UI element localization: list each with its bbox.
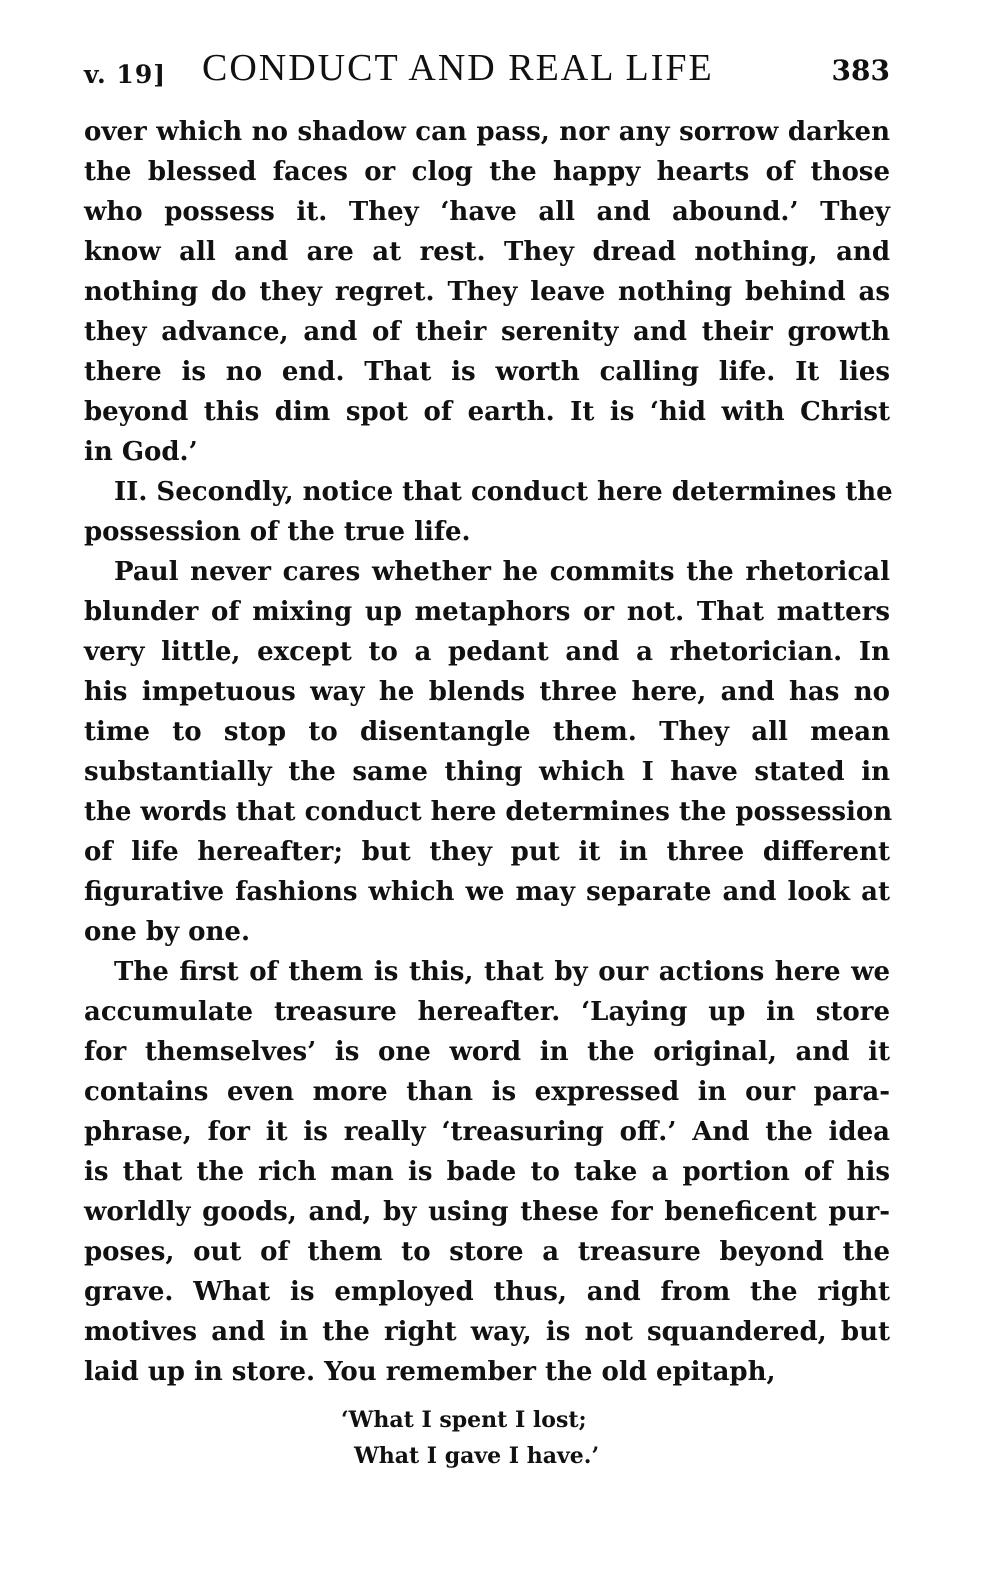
text-line: in God.’ bbox=[84, 437, 198, 467]
running-header bbox=[84, 46, 890, 96]
text-line: contains even more than is expressed in our para- bbox=[84, 1077, 890, 1107]
text-line: they advance, and of their serenity and their growth bbox=[84, 317, 890, 347]
text-line: worldly goods, and, by using these for beneficent pur- bbox=[84, 1197, 890, 1227]
text-line: who possess it. They ‘have all and abound.’ They bbox=[84, 197, 890, 227]
body-text bbox=[84, 112, 893, 1392]
text-line: one by one. bbox=[84, 917, 251, 947]
text-line: The first of them is this, that by our actions here we bbox=[114, 957, 890, 987]
paragraph-metaphors bbox=[84, 552, 893, 952]
paragraph-treasure bbox=[84, 952, 890, 1392]
paragraph-section-two bbox=[84, 472, 893, 552]
text-line: grave. What is employed thus, and from the right bbox=[84, 1277, 890, 1307]
text-line: the blessed faces or clog the happy hearts of those bbox=[84, 157, 890, 187]
text-line: blunder of mixing up metaphors or not. That matters bbox=[84, 597, 890, 627]
text-line: for themselves’ is one word in the original, and it bbox=[84, 1037, 890, 1067]
text-line: nothing do they regret. They leave nothing behind as bbox=[84, 277, 890, 307]
text-line: phrase, for it is really ‘treasuring off.’ And the idea bbox=[84, 1117, 890, 1147]
text-line: beyond this dim spot of earth. It is ‘hid with Christ bbox=[84, 397, 890, 427]
text-line: accumulate treasure hereafter. ‘Laying up in store bbox=[84, 997, 890, 1027]
paragraph-continuation bbox=[84, 112, 890, 472]
text-line: motives and in the right way, is not squandered, but bbox=[84, 1317, 890, 1347]
text-line: very little, except to a pedant and a rhetorician. In bbox=[84, 637, 890, 667]
text-line: over which no shadow can pass, nor any sorrow darken bbox=[84, 117, 890, 147]
book-page bbox=[84, 0, 893, 1591]
verse-reference: v. 19] bbox=[84, 60, 167, 89]
text-line: substantially the same thing which I have stated in bbox=[84, 757, 890, 787]
text-line: possession of the true life. bbox=[84, 517, 471, 547]
text-line: his impetuous way he blends three here, and has no bbox=[84, 677, 890, 707]
text-line: is that the rich man is bade to take a portion of his bbox=[84, 1157, 890, 1187]
text-line: figurative fashions which we may separate and look at bbox=[84, 877, 890, 907]
text-line: the words that conduct here determines the possession bbox=[84, 797, 893, 827]
text-line: Paul never cares whether he commits the rhetorical bbox=[114, 557, 890, 587]
page-number: 383 bbox=[831, 54, 890, 87]
quote-line: What I gave I have.’ bbox=[354, 1443, 600, 1469]
running-title: CONDUCT AND REAL LIFE bbox=[202, 47, 714, 89]
text-line: laid up in store. You remember the old epitaph, bbox=[84, 1357, 776, 1387]
text-line: time to stop to disentangle them. They all mean bbox=[84, 717, 890, 747]
text-line: II. Secondly, notice that conduct here determines the bbox=[114, 477, 893, 507]
text-line: there is no end. That is worth calling life. It lies bbox=[84, 357, 890, 387]
text-line: poses, out of them to store a treasure beyond the bbox=[84, 1237, 890, 1267]
quote-line: ‘What I spent I lost; bbox=[341, 1407, 587, 1433]
text-line: of life hereafter; but they put it in three different bbox=[84, 837, 890, 867]
epitaph-quote bbox=[341, 1402, 599, 1474]
text-line: know all and are at rest. They dread nothing, and bbox=[84, 237, 890, 267]
